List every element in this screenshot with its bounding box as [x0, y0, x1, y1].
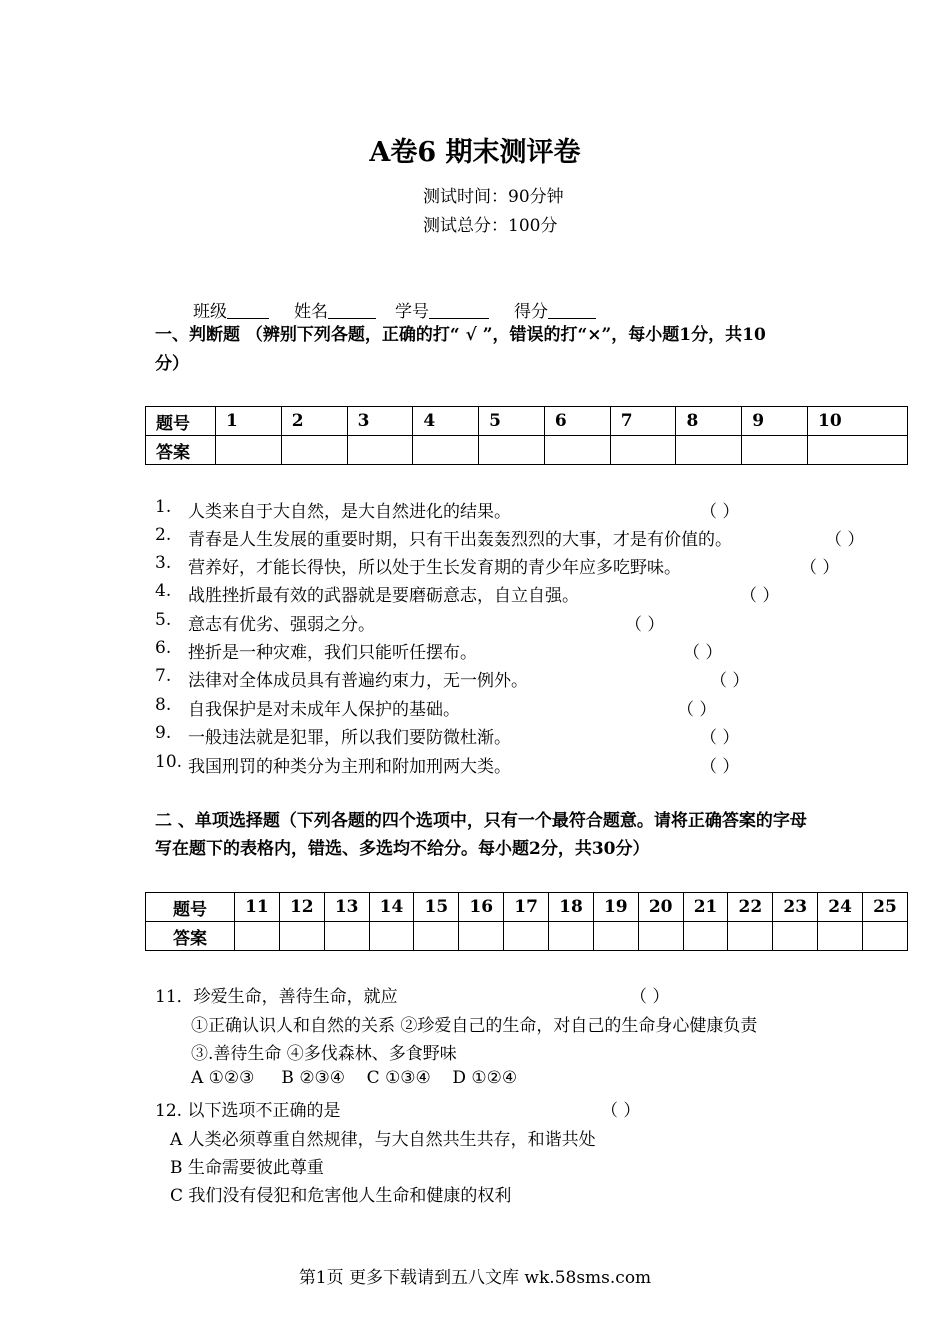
name-blank[interactable] [328, 302, 376, 319]
question-text: 营养好，才能长得快，所以处于生长发育期的青少年应多吃野味。 [188, 558, 681, 578]
question-number: 3. [155, 553, 172, 573]
answer-parentheses[interactable]: （ ） [683, 643, 723, 663]
question-text: 战胜挫折最有效的武器就是要磨砺意志，自立自强。 [188, 586, 579, 606]
tf-question [0, 723, 950, 748]
tf-answer-cell[interactable] [742, 436, 808, 465]
question-number: 1. [155, 497, 172, 517]
mc-answer-cell[interactable] [593, 922, 638, 951]
tf-number-cell: 10 [808, 407, 908, 436]
question-number: 9. [155, 723, 172, 743]
question-text: 我国刑罚的种类分为主刑和附加刑两大类。 [188, 757, 511, 777]
section1-heading-line2: 分） [155, 354, 189, 374]
answer-parentheses[interactable]: （ ） [625, 615, 665, 635]
mc-number-cell: 16 [459, 893, 504, 922]
score-blank[interactable] [548, 302, 596, 319]
tf-question [0, 525, 950, 550]
multiple-choice-answer-table [145, 892, 908, 951]
tf-answer-cell[interactable] [413, 436, 479, 465]
tf-number-cell: 3 [347, 407, 413, 436]
tf-question [0, 553, 950, 578]
question-number: 5. [155, 610, 172, 630]
q12-option-a: A 人类必须尊重自然规律，与大自然共生共存，和谐共处 [170, 1130, 596, 1150]
tf-number-cell: 6 [544, 407, 610, 436]
tf-question [0, 752, 950, 777]
section2-heading-line1: 二 、单项选择题（下列各题的四个选项中，只有一个最符合题意。请将正确答案的字母 [155, 811, 807, 831]
name-label: 姓名 [294, 302, 328, 322]
answer-parentheses[interactable]: （ ） [700, 757, 740, 777]
row-label-answer: 答案 [146, 436, 216, 465]
answer-parentheses[interactable]: （ ） [825, 530, 865, 550]
answer-row [146, 436, 908, 465]
answer-parentheses[interactable]: （ ） [740, 586, 780, 606]
section2-heading-line2: 写在题下的表格内，错选、多选均不给分。每小题2分，共30分） [155, 839, 650, 859]
test-time: 测试时间：90分钟 [423, 187, 564, 207]
mc-number-cell: 18 [549, 893, 594, 922]
q12-answer-parentheses[interactable]: （ ） [601, 1101, 641, 1121]
tf-answer-cell[interactable] [676, 436, 742, 465]
mc-answer-cell[interactable] [549, 922, 594, 951]
question-text: 青春是人生发展的重要时期，只有干出轰轰烈烈的大事，才是有价值的。 [188, 530, 732, 550]
mc-answer-cell[interactable] [369, 922, 414, 951]
mc-number-cell: 15 [414, 893, 459, 922]
mc-number-cell: 24 [818, 893, 863, 922]
tf-number-cell: 5 [479, 407, 545, 436]
mc-answer-cell[interactable] [818, 922, 863, 951]
mc-number-cell: 21 [683, 893, 728, 922]
mc-number-cell: 13 [324, 893, 369, 922]
question-number: 2. [155, 525, 172, 545]
question-number: 10. [155, 752, 183, 772]
true-false-answer-table [145, 406, 908, 465]
mc-answer-cell[interactable] [683, 922, 728, 951]
tf-question [0, 695, 950, 720]
mc-answer-cell[interactable] [459, 922, 504, 951]
class-label: 班级 [193, 302, 227, 322]
score-label: 得分 [514, 302, 548, 322]
tf-question [0, 666, 950, 691]
mc-number-cell: 22 [728, 893, 773, 922]
tf-answer-cell[interactable] [347, 436, 413, 465]
mc-answer-cell[interactable] [773, 922, 818, 951]
answer-row [146, 922, 908, 951]
question-number: 4. [155, 581, 172, 601]
q11-statements-line2: ③.善待生命 ④多伐森林、多食野味 [191, 1044, 457, 1064]
page-title: A卷6 期末测评卷 [369, 137, 581, 168]
mc-number-cell: 20 [638, 893, 683, 922]
test-total-score: 测试总分：100分 [423, 216, 558, 236]
tf-number-cell: 2 [281, 407, 347, 436]
score-field [514, 297, 596, 322]
mc-answer-cell[interactable] [279, 922, 324, 951]
tf-question [0, 581, 950, 606]
row-label-question: 题号 [146, 407, 216, 436]
answer-parentheses[interactable]: （ ） [800, 558, 840, 578]
row-label-question: 题号 [146, 893, 235, 922]
q11-statements-line1: ①正确认识人和自然的关系 ②珍爱自己的生命，对自己的生命身心健康负责 [191, 1016, 758, 1036]
mc-answer-cell[interactable] [414, 922, 459, 951]
tf-answer-cell[interactable] [479, 436, 545, 465]
section1-heading-line1: 一、判断题 （辨别下列各题，正确的打“ √ ”，错误的打“×”，每小题1分，共10 [155, 325, 766, 345]
student-id-field [395, 297, 489, 322]
q12-option-c: C 我们没有侵犯和危害他人生命和健康的权利 [170, 1186, 512, 1206]
question-number: 7. [155, 666, 172, 686]
q12-stem: 12. 以下选项不正确的是 [155, 1101, 341, 1121]
student-id-label: 学号 [395, 302, 429, 322]
mc-number-cell: 14 [369, 893, 414, 922]
q11-stem: 11．珍爱生命，善待生命，就应 [155, 987, 398, 1007]
student-id-blank[interactable] [429, 302, 489, 319]
tf-answer-cell[interactable] [281, 436, 347, 465]
tf-question [0, 638, 950, 663]
mc-number-cell: 19 [593, 893, 638, 922]
mc-answer-cell[interactable] [324, 922, 369, 951]
tf-number-cell: 1 [216, 407, 282, 436]
tf-answer-cell[interactable] [216, 436, 282, 465]
tf-answer-cell[interactable] [808, 436, 908, 465]
question-text: 法律对全体成员具有普遍约束力，无一例外。 [188, 671, 528, 691]
question-number: 6. [155, 638, 172, 658]
mc-number-cell: 23 [773, 893, 818, 922]
mc-answer-cell[interactable] [863, 922, 908, 951]
question-text: 意志有优劣、强弱之分。 [188, 615, 375, 635]
question-number-row [146, 407, 908, 436]
answer-parentheses[interactable]: （ ） [700, 728, 740, 748]
answer-parentheses[interactable]: （ ） [710, 671, 750, 691]
q12-option-b: B 生命需要彼此尊重 [170, 1158, 324, 1178]
question-text: 一般违法就是犯罪，所以我们要防微杜渐。 [188, 728, 511, 748]
tf-number-cell: 8 [676, 407, 742, 436]
q11-answer-parentheses[interactable]: （ ） [630, 987, 670, 1007]
mc-number-cell: 25 [863, 893, 908, 922]
mc-answer-cell[interactable] [235, 922, 280, 951]
q11-options: A ①②③ B ②③④ C ①③④ D ①②④ [191, 1068, 518, 1088]
class-field [193, 297, 269, 322]
tf-question [0, 497, 950, 522]
mc-number-cell: 11 [235, 893, 280, 922]
mc-answer-cell[interactable] [638, 922, 683, 951]
mc-number-cell: 17 [504, 893, 549, 922]
answer-parentheses[interactable]: （ ） [677, 700, 717, 720]
answer-parentheses[interactable]: （ ） [700, 502, 740, 522]
tf-question [0, 610, 950, 635]
page-footer: 第1页 更多下载请到五八文库 wk.58sms.com [298, 1268, 652, 1288]
name-field [294, 297, 376, 322]
question-number: 8. [155, 695, 172, 715]
row-label-answer: 答案 [146, 922, 235, 951]
tf-number-cell: 7 [610, 407, 676, 436]
tf-answer-cell[interactable] [610, 436, 676, 465]
class-blank[interactable] [227, 302, 269, 319]
question-number-row [146, 893, 908, 922]
tf-number-cell: 9 [742, 407, 808, 436]
question-text: 挫折是一种灾难，我们只能听任摆布。 [188, 643, 477, 663]
mc-number-cell: 12 [279, 893, 324, 922]
question-text: 自我保护是对未成年人保护的基础。 [188, 700, 460, 720]
mc-answer-cell[interactable] [504, 922, 549, 951]
tf-answer-cell[interactable] [544, 436, 610, 465]
mc-answer-cell[interactable] [728, 922, 773, 951]
tf-number-cell: 4 [413, 407, 479, 436]
question-text: 人类来自于大自然，是大自然进化的结果。 [188, 502, 511, 522]
